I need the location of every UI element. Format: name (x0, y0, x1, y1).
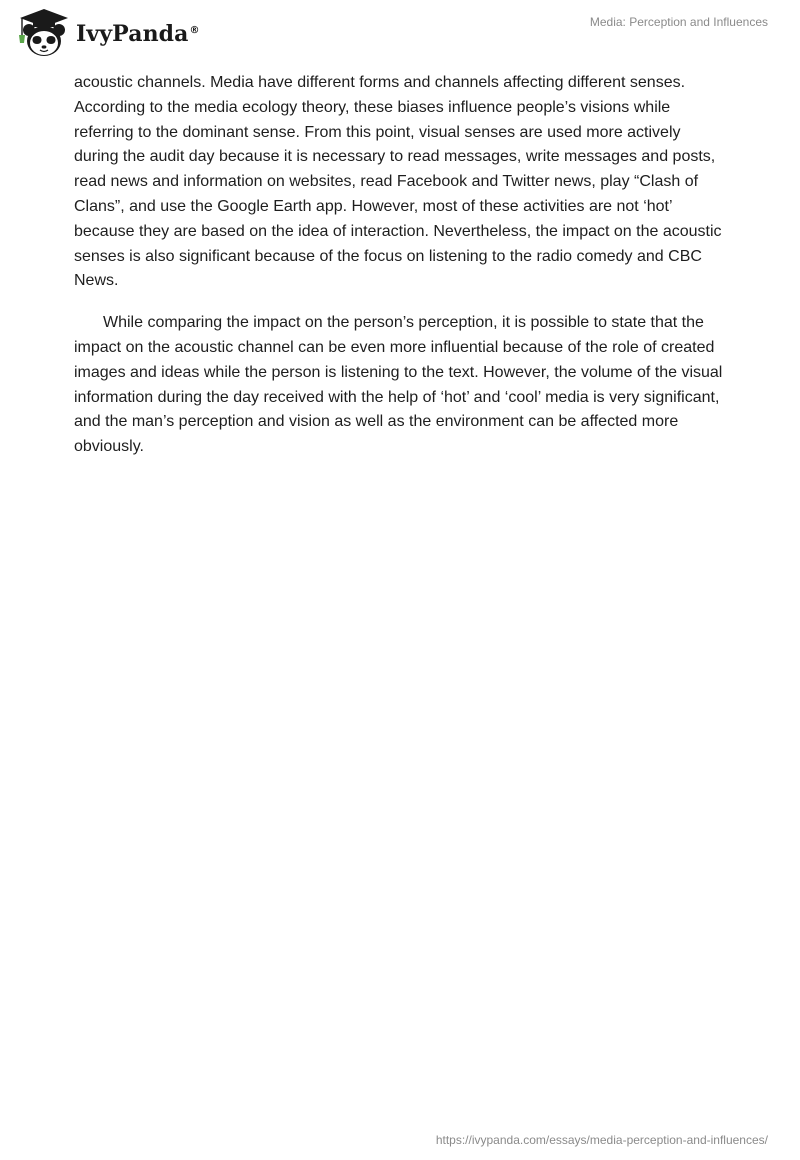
essay-body (74, 71, 724, 477)
document-title: Media: Perception and Influences (589, 15, 768, 29)
panda-graduate-icon (14, 7, 74, 59)
source-url[interactable]: https://ivypanda.com/essays/media-perception-and-influences/ (435, 1133, 768, 1147)
brand-name: IvyPanda® (76, 21, 200, 47)
brand-logo[interactable] (14, 7, 200, 59)
paragraph: While comparing the impact on the person’s perception, it is possible to state that the impact on the acoustic channel can be even more influential because of the role of created images and ideas while the person is listening to the text. However, the volume of the visual information during the day received with the help of ‘hot’ and ‘cool’ media is very significant, and the man’s perception and vision as well as the environment can be affected more obviously. (74, 314, 723, 456)
paragraph: acoustic channels. Media have different forms and channels affecting different senses. According to the media ecology theory, these biases influence people’s visions while referring to the dominant sense. From this point, visual senses are used more actively during the audit day because it is necessary to read messages, write messages and posts, read news and information on websites, read Facebook and Twitter news, play “Clash of Clans”, and use the Google Earth app. However, most of these activities are not ‘hot’ because they are based on the idea of interaction. Nevertheless, the impact on the acoustic senses is also significant because of the focus on listening to the radio comedy and CBC News. (74, 74, 722, 290)
page-header (0, 0, 800, 70)
